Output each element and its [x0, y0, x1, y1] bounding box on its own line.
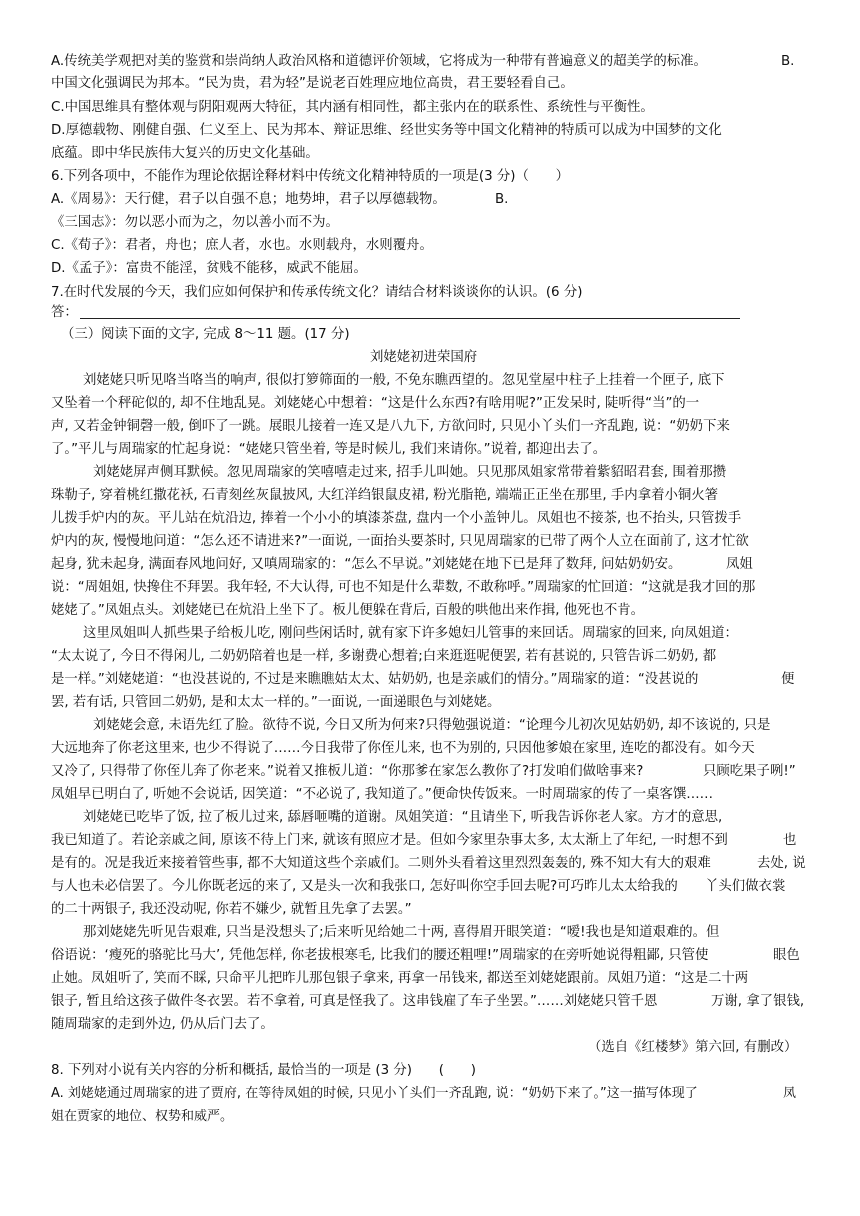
story-line: 声, 又若金钟铜磬一般, 倒吓了一跳。展眼儿接着一连又是八九下, 方欲问时, 只见小丫头们一齐乱跑, 说：“奶奶下来 [51, 419, 730, 434]
question-6-option-b: 《三国志》：勿以恶小而为之，勿以善小而不为。 [51, 215, 339, 230]
question-8-stem: 8. 下列对小说有关内容的分析和概括, 最恰当的一项是 (3 分) ( ) [51, 1063, 477, 1078]
story-line: 也 [783, 833, 797, 848]
option-d-line2: 底蕴。即中华民族伟大复兴的历史文化基础。 [51, 146, 319, 161]
story-line: 又冷了, 只得带了你侄儿奔了你老来。”说着又推板儿道：“你那爹在家怎么教你了?打发咱们做啥事来? [51, 764, 644, 779]
story-line: 罢, 若有话, 只管回二奶奶, 是和太太一样的。”一面说, 一面递眼色与刘姥姥。 [51, 695, 501, 710]
story-line: 去处, 说 [757, 856, 806, 871]
story-line: 眼色 [773, 948, 800, 963]
question-8-option-a-line2: 姐在贾家的地位、权势和威严。 [51, 1109, 234, 1124]
story-line: 是有的。况是我近来接着管些事, 都不大知道这些个亲戚们。二则外头看着这里烈烈轰轰的, 殊不知大有大的艰难 [51, 856, 711, 871]
source-note: （选自《红楼梦》第六回, 有删改） [588, 1040, 798, 1055]
story-line: 这里凤姐叫人抓些果子给板儿吃, 刚问些闲话时, 就有家下许多媳妇儿管事的来回话。周瑞家的回来, 向凤姐道： [83, 626, 738, 641]
option-a: A.传统美学观把对美的鉴赏和崇尚纳人政治风格和道德评价领域，它将成为一种带有普遍意义的超美学的标准。 [51, 54, 707, 69]
story-line: 刘姥姥屏声侧耳默候。忽见周瑞家的笑嘻嘻走过来, 招手儿叫她。只见那凤姐家常带着紫貂昭君套, 围着那攒 [93, 465, 726, 480]
story-line: 俗语说：‘瘦死的骆驼比马大’, 凭他怎样, 你老拔根寒毛, 比我们的腰还粗哩!”周瑞家的在旁听她说得粗鄙, 只管使 [51, 948, 709, 963]
story-line: 说：“周姐姐, 快搀住不拜罢。我年轻, 不大认得, 可也不知是什么辈数, 不敢称呼。”周瑞家的忙回道：“这就是我才回的那 [51, 580, 756, 595]
story-line: 珠勒子, 穿着桃红撒花袄, 石青刻丝灰鼠披风, 大红洋绉银鼠皮裙, 粉光脂艳, 端端正正坐在那里, 手内拿着小铜火箸 [51, 488, 719, 503]
story-line: 与人也未必信罢了。今儿你既老远的来了, 又是头一次和我张口, 怎好叫你空手回去呢?可巧昨儿太太给我的 [51, 879, 678, 894]
question-6-option-c: C.《荀子》：君者，舟也；庶人者，水也。水则载舟，水则覆舟。 [51, 238, 433, 253]
question-8-option-a-tail: 凤 [783, 1086, 797, 1101]
story-line: 儿拨手炉内的灰。平儿站在炕沿边, 捧着一个小小的填漆茶盘, 盘内一个小盖钟儿。凤姐也不接茶, 也不抬头, 只管拨手 [51, 511, 742, 526]
story-line: 凤姐早已明白了, 听她不会说话, 因笑道：“不必说了, 我知道了。”便命快传饭来。一时周瑞家的传了一桌客馔…… [51, 787, 714, 802]
question-6-option-d: D.《孟子》：富贵不能淫，贫贱不能移，威武不能屈。 [51, 261, 367, 276]
question-6-option-b-label: B. [495, 192, 509, 207]
story-line: 起身, 犹未起身, 满面春风地问好, 又嗔周瑞家的：“怎么不早说。”刘姥姥在地下已是拜了数拜, 问姑奶奶安。 [51, 557, 682, 572]
option-b-label: B. [781, 54, 795, 69]
story-line: 姥姥了。”凤姐点头。刘姥姥已在炕沿上坐下了。板儿便躲在背后, 百般的哄他出来作揖, 他死也不肯。 [51, 603, 645, 618]
story-line: 的二十两银子, 我还没动呢, 你若不嫌少, 就暂且先拿了去罢。” [51, 902, 412, 917]
story-line: 刘姥姥只听见咯当咯当的响声, 很似打箩筛面的一般, 不免东瞧西望的。忽见堂屋中柱子上挂着一个匣子, 底下 [83, 373, 725, 388]
story-line: 刘姥姥会意, 未语先红了脸。欲待不说, 今日又所为何来?只得勉强说道：“论理今儿初次见姑奶奶, 却不该说的, 只是 [93, 718, 771, 733]
option-c: C.中国思维具有整体观与阴阳观两大特征，其内涵有相同性，都主张内在的联系性、系统性与平衡性。 [51, 100, 654, 115]
story-line: 炉内的灰, 慢慢地问道：“怎么还不请进来?”一面说, 一面抬头要茶时, 只见周瑞家的已带了两个人立在面前了, 这才忙欲 [51, 534, 749, 549]
story-title: 刘姥姥初进荣国府 [370, 350, 478, 365]
answer-line[interactable] [80, 318, 740, 319]
section-heading: （三）阅读下面的文字, 完成 8～11 题。(17 分) [61, 327, 350, 342]
question-8-option-a: A. 刘姥姥通过周瑞家的进了贾府, 在等待凤姐的时候, 只见小丫头们一齐乱跑, 说：“奶奶下来了。”这一描写体现了 [51, 1086, 698, 1101]
story-line: 只顾吃果子咧!” [703, 764, 796, 779]
story-line: 了。”平儿与周瑞家的忙起身说：“姥姥只管坐着, 等是时候儿, 我们来请你。”说着, 都迎出去了。 [51, 442, 607, 457]
question-6-stem: 6.下列各项中，不能作为理论依据诠释材料中传统文化精神特质的一项是(3 分)（ ） [51, 169, 570, 184]
story-line: 丫头们做衣裳 [705, 879, 786, 894]
story-line: 刘姥姥已吃毕了饭, 拉了板儿过来, 舔唇咂嘴的道谢。凤姐笑道：“且请坐下, 听我告诉你老人家。方才的意思, [83, 810, 723, 825]
option-b: 中国文化强调民为邦本。“民为贵，君为轻”是说老百姓理应地位高贵，君王要轻看自己。 [51, 76, 574, 91]
story-line: 又坠着一个秤砣似的, 却不住地乱晃。刘姥姥心中想着：“这是什么东西?有啥用呢?”正发呆时, 陡听得“当”的一 [51, 396, 700, 411]
option-d-line1: D.厚德载物、刚健自强、仁义至上、民为邦本、辩证思维、经世实务等中国文化精神的特质可以成为中国梦的文化 [51, 123, 722, 138]
story-line: 大远地奔了你老这里来, 也少不得说了……今日我带了你侄儿来, 也不为别的, 只因他爹娘在家里, 连吃的都没有。如今天 [51, 741, 755, 756]
story-line: “太太说了, 今日不得闲儿, 二奶奶陪着也是一样, 多谢费心想着;白来逛逛呢便罢, 若有甚说的, 只管告诉二奶奶, 都 [51, 649, 717, 664]
story-line: 凤姐 [726, 557, 753, 572]
question-6-option-a: A.《周易》：天行健，君子以自强不息；地势坤，君子以厚德载物。 [51, 192, 446, 207]
story-line: 随周瑞家的走到外边, 仍从后门去了。 [51, 1017, 274, 1032]
story-line: 止她。凤姐听了, 笑而不睬, 只命平儿把昨儿那包银子拿来, 再拿一吊钱来, 都送至刘姥姥跟前。凤姐乃道：“这是二十两 [51, 971, 749, 986]
story-line: 便 [781, 672, 795, 687]
question-7-stem: 7.在时代发展的今天，我们应如何保护和传承传统文化？请结合材料谈谈你的认识。(6 分) [51, 285, 583, 300]
story-line: 那刘姥姥先听见告艰难, 只当是没想头了;后来听见给她二十两, 喜得眉开眼笑道：“嗳!我也是知道艰难的。但 [83, 925, 720, 940]
story-line: 是一样。”刘姥姥道：“也没甚说的, 不过是来瞧瞧姑太太、姑奶奶, 也是亲戚们的情分。”周瑞家的道：“没甚说的 [51, 672, 699, 687]
story-line: 我已知道了。若论亲戚之间, 原该不待上门来, 就该有照应才是。但如今家里杂事太多, 太太渐上了年纪, 一时想不到 [51, 833, 728, 848]
story-line: 银子, 暂且给这孩子做件冬衣罢。若不拿着, 可真是怪我了。这串钱雇了车子坐罢。”……刘姥姥只管千恩 [51, 994, 658, 1009]
answer-label: 答： [51, 305, 78, 320]
story-line: 万谢, 拿了银钱, [711, 994, 805, 1009]
